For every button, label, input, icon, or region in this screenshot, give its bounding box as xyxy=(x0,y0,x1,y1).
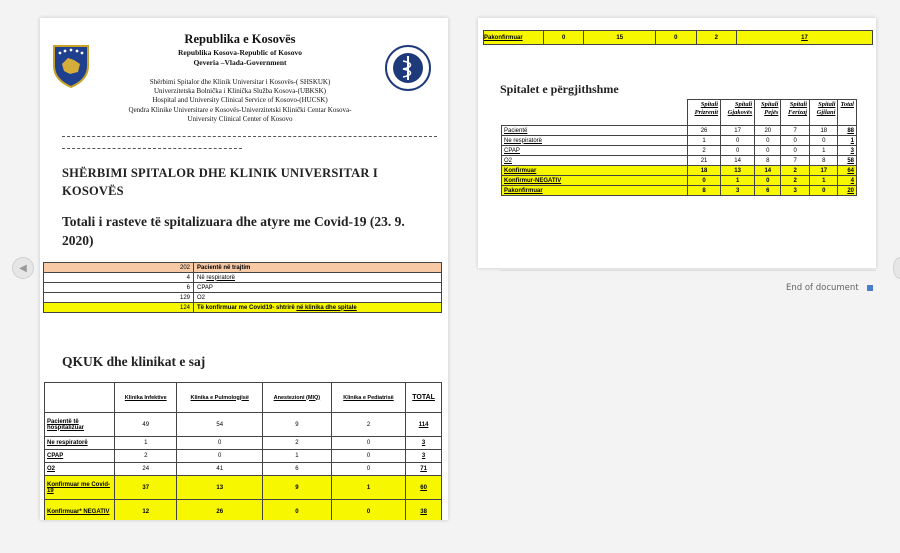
table-cell: CPAP xyxy=(502,146,688,156)
table-row xyxy=(44,273,442,283)
table-cell: 2 xyxy=(781,166,810,176)
document-page-1 xyxy=(40,18,448,520)
table-cell: 3 xyxy=(781,186,810,196)
table-cell: 58 xyxy=(838,156,857,166)
table-row xyxy=(45,450,442,463)
table-cell xyxy=(194,303,442,313)
table-cell: 114 xyxy=(406,413,442,437)
table-cell: 20 xyxy=(838,186,857,196)
table-cell xyxy=(194,273,442,283)
table-cell: 8 xyxy=(755,156,781,166)
table-cell: Pacientë të hospitalizuar xyxy=(45,413,115,437)
institution-line: Univerzitetska Bolnička i Klinička Služba Kosova-(UBKSK) xyxy=(153,87,327,96)
table-cell: 0 xyxy=(721,146,755,156)
table-cell: 14 xyxy=(721,156,755,166)
table-cell: 24 xyxy=(115,463,177,476)
cell-text: Në xyxy=(197,274,207,281)
table-row xyxy=(502,176,857,186)
table-cell: 13 xyxy=(177,476,262,500)
table-cell: 6 xyxy=(755,186,781,196)
table-cell: 6 xyxy=(44,283,194,293)
table-cell: 14 xyxy=(755,166,781,176)
table-cell: 0 xyxy=(781,136,810,146)
table-header: Spitali Gjilani xyxy=(810,100,838,126)
table-header xyxy=(502,100,688,126)
table-cell: Konfirmuar* NEGATIV xyxy=(45,500,115,521)
table-cell: 0 xyxy=(544,31,584,45)
table-cell: 0 xyxy=(810,136,838,146)
table-cell: 15 xyxy=(584,31,656,45)
table-cell: 88 xyxy=(838,126,857,136)
kosovo-emblem-icon xyxy=(48,42,94,88)
table-cell: 3 xyxy=(838,146,857,156)
cell-link-text: në klinika dhe spitale xyxy=(296,304,357,311)
table-cell: 71 xyxy=(406,463,442,476)
table-cell: O2 xyxy=(45,463,115,476)
table-cell: 0 xyxy=(262,500,331,521)
table-cell: 7 xyxy=(781,156,810,166)
table-cell: 1 xyxy=(810,176,838,186)
table-cell: Pacientë në trajtim xyxy=(194,263,442,273)
table-cell: 8 xyxy=(810,156,838,166)
table-cell: 6 xyxy=(262,463,331,476)
table-row xyxy=(45,500,442,521)
divider xyxy=(62,148,242,149)
table-cell: 7 xyxy=(781,126,810,136)
table-cell: 1 xyxy=(115,437,177,450)
table-cell: 1 xyxy=(331,476,405,500)
table-cell: 17 xyxy=(810,166,838,176)
table-cell: 64 xyxy=(838,166,857,176)
totals-table xyxy=(43,262,442,313)
table-cell: 1 xyxy=(838,136,857,146)
table-cell: 3 xyxy=(406,437,442,450)
table-header-row xyxy=(502,100,857,126)
table-cell: 17 xyxy=(721,126,755,136)
table-cell: 9 xyxy=(262,413,331,437)
table-header: Spitali Ferizaj xyxy=(781,100,810,126)
next-page-arrow-icon[interactable] xyxy=(893,257,900,279)
table-cell: 1 xyxy=(262,450,331,463)
table-cell: 202 xyxy=(44,263,194,273)
medical-seal-icon xyxy=(384,44,432,92)
spitalet-table xyxy=(501,99,857,196)
table-cell: Pacientë xyxy=(502,126,688,136)
table-row xyxy=(502,146,857,156)
table-cell: 2 xyxy=(331,413,405,437)
table-cell: 12 xyxy=(115,500,177,521)
table-cell: Ne respiratorë xyxy=(502,136,688,146)
square-icon xyxy=(867,285,873,291)
table-cell: 20 xyxy=(755,126,781,136)
table-row xyxy=(502,166,857,176)
document-subtitle xyxy=(100,48,380,67)
table-cell: CPAP xyxy=(194,283,442,293)
subtitle-line: Republika Kosova-Republic of Kosovo xyxy=(178,48,302,57)
table-row xyxy=(44,293,442,303)
table-header: Klinika e Pediatrisë xyxy=(331,383,405,413)
table-cell: 2 xyxy=(696,31,736,45)
document-title: Republika e Kosovës xyxy=(184,32,296,46)
table-cell: O2 xyxy=(502,156,688,166)
table-cell: 4 xyxy=(838,176,857,186)
cell-link-text: respiratorë xyxy=(206,274,236,281)
table-cell: 129 xyxy=(44,293,194,303)
table-header: Spitali Pejës xyxy=(755,100,781,126)
table-cell: 4 xyxy=(44,273,194,283)
table-cell: 26 xyxy=(688,126,721,136)
table-cell: 0 xyxy=(755,176,781,186)
pakonfirmuar-table xyxy=(483,30,873,45)
table-cell: 9 xyxy=(262,476,331,500)
table-row xyxy=(44,283,442,293)
divider xyxy=(500,270,876,271)
table-cell: 8 xyxy=(688,186,721,196)
table-row xyxy=(502,136,857,146)
table-cell: 0 xyxy=(177,450,262,463)
table-cell: 0 xyxy=(781,146,810,156)
qkuk-table xyxy=(44,382,442,520)
table-cell: 54 xyxy=(177,413,262,437)
table-cell: 3 xyxy=(406,450,442,463)
table-cell: 18 xyxy=(688,166,721,176)
table-row xyxy=(45,476,442,500)
table-row xyxy=(45,413,442,437)
table-row xyxy=(502,156,857,166)
table-cell: 0 xyxy=(810,186,838,196)
table-header: Anestezioni (MIQ) xyxy=(262,383,331,413)
table-row xyxy=(502,126,857,136)
table-cell: 0 xyxy=(656,31,696,45)
table-cell: 0 xyxy=(331,463,405,476)
table-cell: 0 xyxy=(331,437,405,450)
table-cell: Konfirmur-NEGATIV xyxy=(502,176,688,186)
table-cell: 60 xyxy=(406,476,442,500)
table-cell: 18 xyxy=(810,126,838,136)
table-cell: CPAP xyxy=(45,450,115,463)
subtitle-line: Qeveria –Vlada-Government xyxy=(193,57,287,67)
table-header: Klinika e Pulmologjisë xyxy=(177,383,262,413)
totals-heading: Totali i rasteve të spitalizuara dhe atyre me Covid-19 (23. 9. 2020) xyxy=(62,214,405,248)
table-row xyxy=(44,303,442,313)
table-cell: 2 xyxy=(688,146,721,156)
table-header: Spitali Prizrenit xyxy=(688,100,721,126)
divider xyxy=(62,136,437,137)
table-cell: 13 xyxy=(721,166,755,176)
document-page-2 xyxy=(478,18,876,268)
table-row xyxy=(44,263,442,273)
institution-line: Hospital and University Clinical Service of Kosovo-(HUCSK) xyxy=(152,96,328,105)
table-cell: 0 xyxy=(688,176,721,186)
table-cell: 0 xyxy=(755,136,781,146)
table-cell: 1 xyxy=(688,136,721,146)
table-cell: 0 xyxy=(177,437,262,450)
table-header: Spitali Gjakovës xyxy=(721,100,755,126)
table-cell: 41 xyxy=(177,463,262,476)
table-cell: Konfirmuar me Covid-19 xyxy=(45,476,115,500)
table-cell: 0 xyxy=(755,146,781,156)
table-row xyxy=(45,437,442,450)
table-header-row xyxy=(45,383,442,413)
table-cell: 21 xyxy=(688,156,721,166)
table-cell: 2 xyxy=(781,176,810,186)
table-row xyxy=(502,186,857,196)
end-of-document-label: End of document xyxy=(786,283,859,293)
table-cell: 1 xyxy=(721,176,755,186)
institution-lines xyxy=(90,78,390,124)
end-of-document-indicator xyxy=(786,283,873,293)
table-cell: 0 xyxy=(721,136,755,146)
qkuk-heading: QKUK dhe klinikat e saj xyxy=(62,354,206,369)
institution-line: Qendra Klinike Universitare e Kosovës-Univerzitetski Klinički Centar Kosova- xyxy=(128,105,352,114)
previous-page-arrow-icon[interactable]: ◀ xyxy=(12,257,34,279)
table-cell: Ne respiratorë xyxy=(45,437,115,450)
table-cell: 1 xyxy=(810,146,838,156)
table-cell: 2 xyxy=(115,450,177,463)
table-cell: 0 xyxy=(331,450,405,463)
table-header xyxy=(45,383,115,413)
cell-text: Të konfirmuar me Covid19- shtrirë xyxy=(197,304,297,311)
table-cell: Konfirmuar xyxy=(502,166,688,176)
institution-line: Shërbimi Spitalor dhe Klinik Universitar i Kosovës-( SHSKUK) xyxy=(149,78,331,86)
table-cell: 0 xyxy=(331,500,405,521)
table-header: TOTAL xyxy=(406,383,442,413)
spitalet-heading: Spitalet e përgjithshme xyxy=(500,82,619,96)
table-cell: O2 xyxy=(194,293,442,303)
table-cell: 49 xyxy=(115,413,177,437)
table-row xyxy=(45,463,442,476)
table-row xyxy=(484,31,873,45)
table-cell: 124 xyxy=(44,303,194,313)
table-cell: Pakonfirmuar xyxy=(484,31,544,45)
table-cell: 38 xyxy=(406,500,442,521)
table-header: Total xyxy=(838,100,857,126)
table-cell: 17 xyxy=(737,31,873,45)
table-cell: 37 xyxy=(115,476,177,500)
institution-line: University Clinical Center of Kosovo xyxy=(187,114,293,123)
table-cell: 3 xyxy=(721,186,755,196)
table-header: Klinika Infektive xyxy=(115,383,177,413)
table-cell: 2 xyxy=(262,437,331,450)
table-cell: Pakonfirmuar xyxy=(502,186,688,196)
service-heading: SHËRBIMI SPITALOR DHE KLINIK UNIVERSITAR I KOSOVËS xyxy=(62,166,378,198)
table-cell: 26 xyxy=(177,500,262,521)
